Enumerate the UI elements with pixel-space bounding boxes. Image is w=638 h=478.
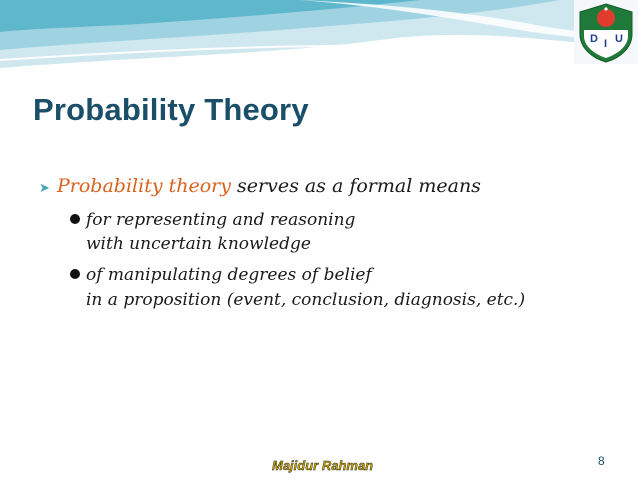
footer-author: Majidur Rahman xyxy=(272,458,374,473)
dot-bullet-icon xyxy=(70,214,80,224)
main-bullet-highlight: Probability theory xyxy=(57,175,231,197)
diu-logo-icon xyxy=(574,0,638,64)
slide-title: Probability Theory xyxy=(33,92,309,127)
page-number: 8 xyxy=(598,454,605,468)
logo-letter-d: D xyxy=(590,33,598,45)
sub-bullet-1 xyxy=(70,210,355,230)
header-wave-decoration xyxy=(0,0,638,90)
sub-bullet-1-line1: for representing and reasoning xyxy=(86,210,356,230)
logo-letter-i: I xyxy=(604,38,608,50)
sub-bullet-2 xyxy=(70,265,372,285)
sub-bullet-2-line1: of manipulating degrees of belief xyxy=(86,265,372,285)
sub-bullet-2-continuation: in a proposition (event, conclusion, diagnosis, etc.) xyxy=(86,290,526,310)
dot-bullet-icon xyxy=(70,269,80,279)
main-bullet xyxy=(39,175,481,197)
main-bullet-text: serves as a formal means xyxy=(230,175,481,197)
logo-letter-u: U xyxy=(615,33,623,45)
arrow-bullet-icon: ➤ xyxy=(39,181,50,196)
sub-bullet-1-continuation: with uncertain knowledge xyxy=(86,234,311,254)
